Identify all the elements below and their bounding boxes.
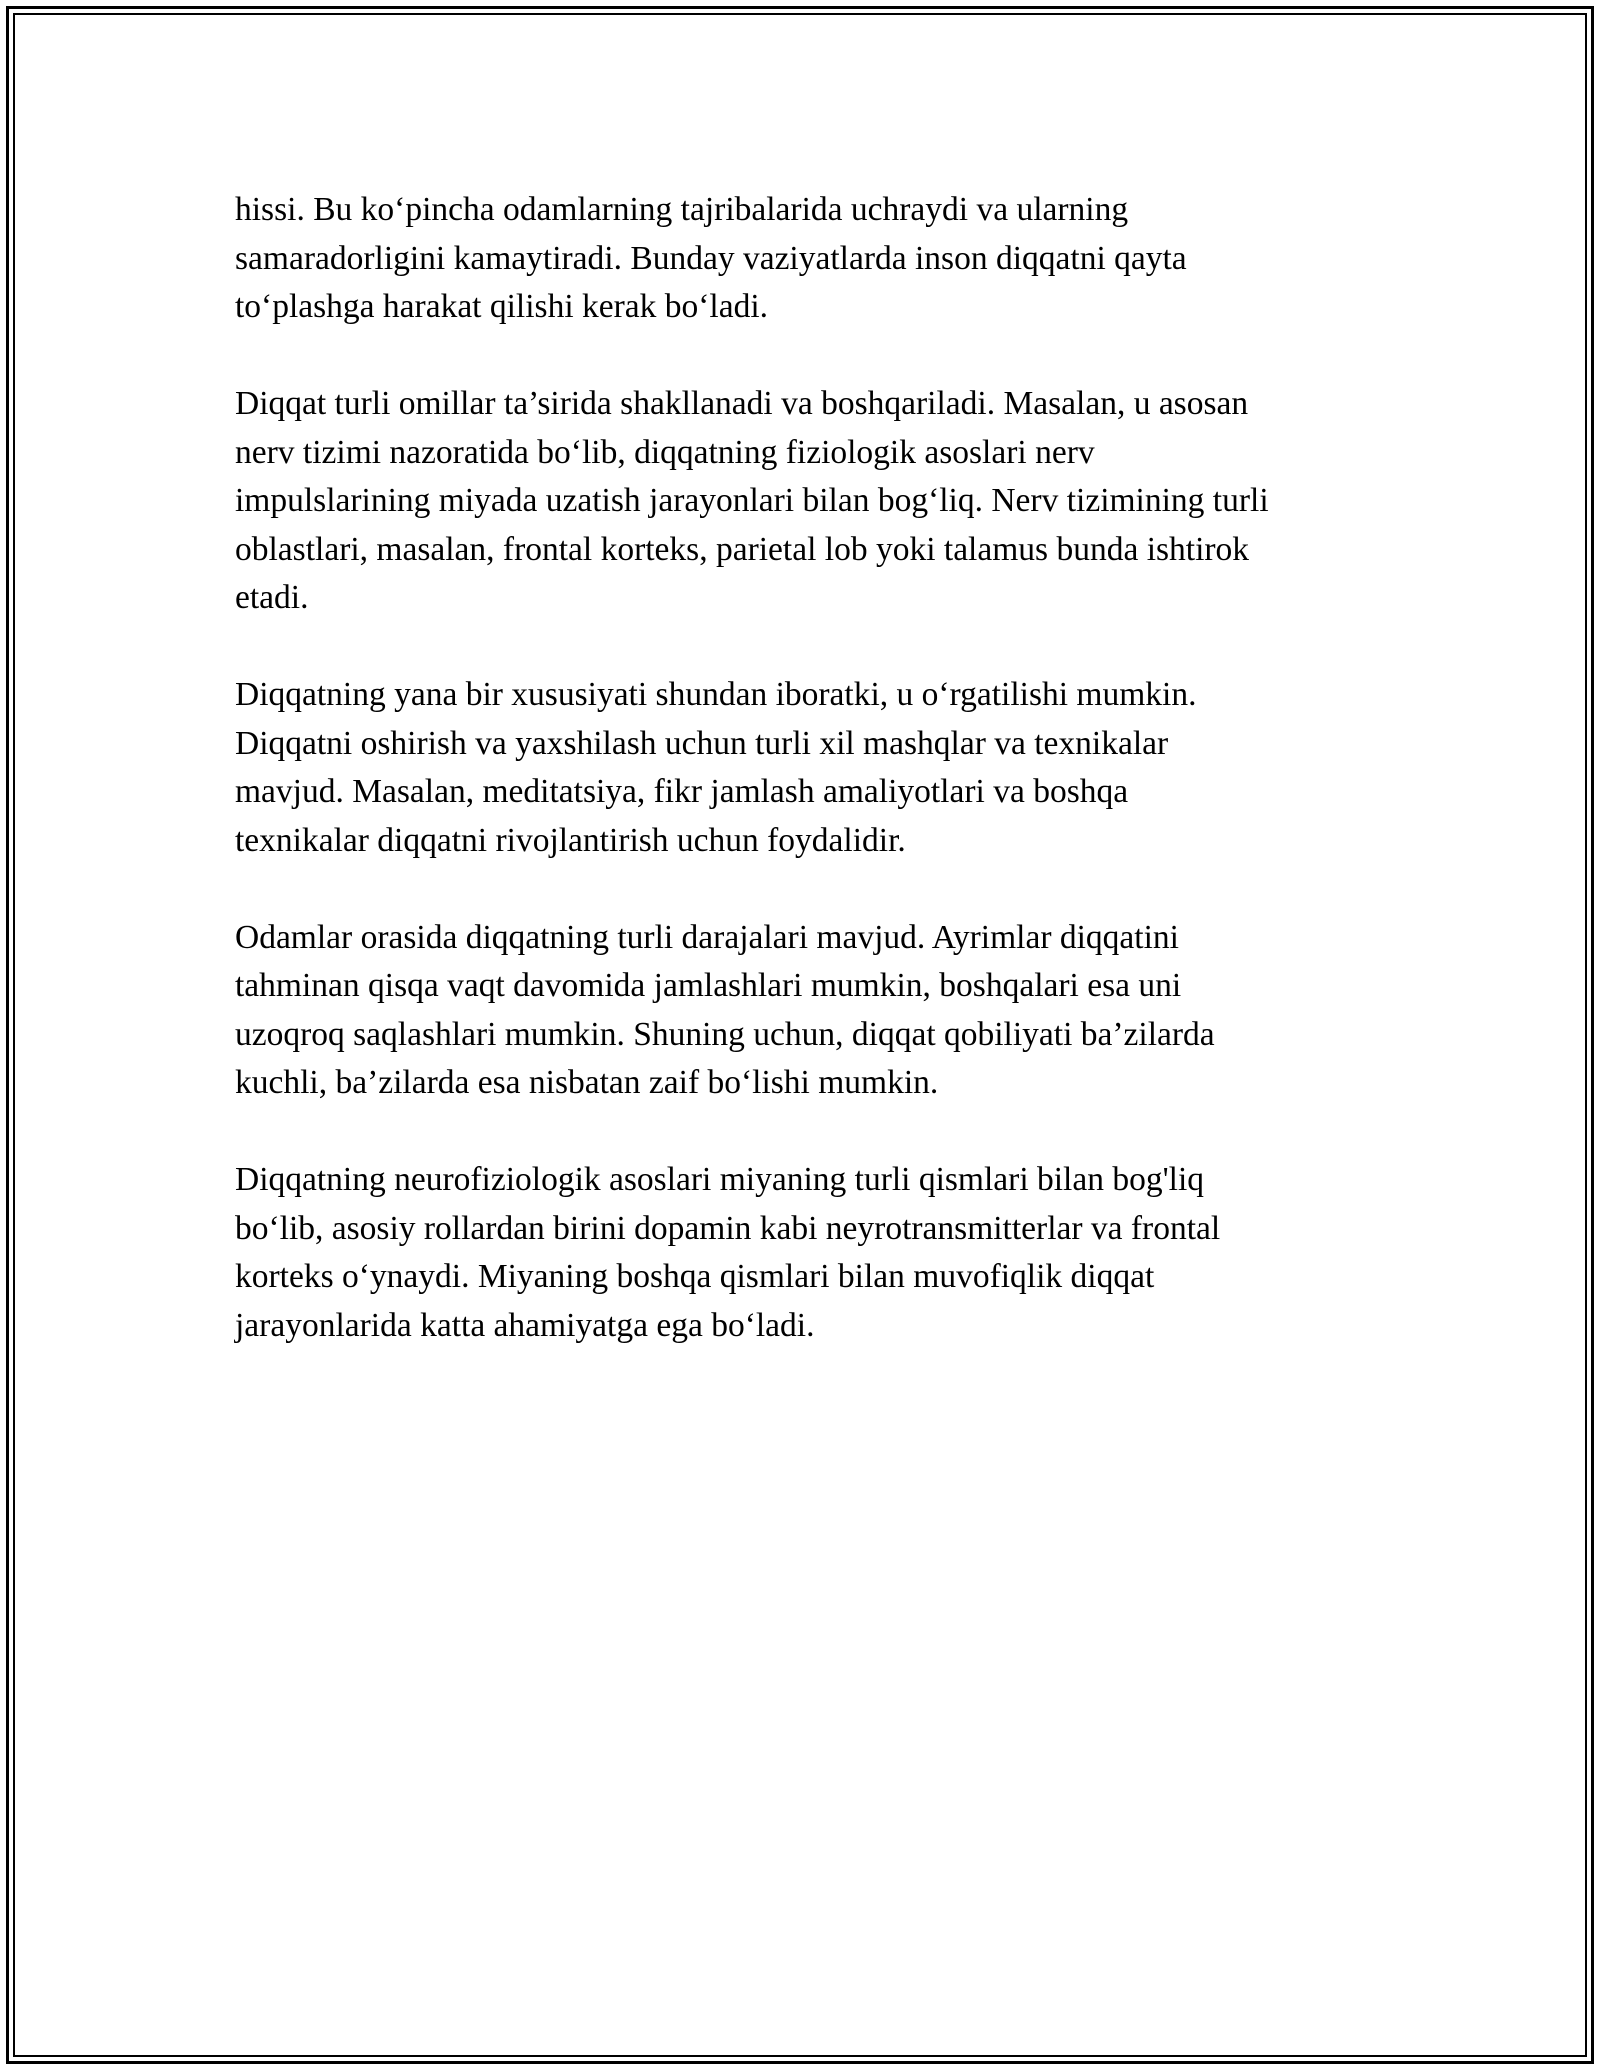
text-line: nerv tizimi nazoratida bo‘lib, diqqatning fiziologik asoslari nerv xyxy=(235,433,1095,471)
paragraph-1 xyxy=(235,186,1385,332)
paragraph-2 xyxy=(235,380,1385,623)
text-line: jarayonlarida katta ahamiyatga ega bo‘ladi. xyxy=(235,1306,815,1344)
text-line: Diqqatni oshirish va yaxshilash uchun turli xil mashqlar va texnikalar xyxy=(235,724,1169,762)
text-line: Diqqatning neurofiziologik asoslari miyaning turli qismlari bilan bog'liq xyxy=(235,1161,1205,1198)
text-line: uzoqroq saqlashlari mumkin. Shuning uchun, diqqat qobiliyati ba’zilarda xyxy=(235,1015,1215,1053)
text-line: Diqqat turli omillar ta’sirida shakllanadi va boshqariladi. Masalan, u asosan xyxy=(235,385,1249,422)
text-line: bo‘lib, asosiy rollardan birini dopamin kabi neyrotransmitterlar va frontal xyxy=(235,1209,1221,1247)
page-body xyxy=(235,186,1385,1399)
text-line: to‘plashga harakat qilishi kerak bo‘ladi. xyxy=(235,288,769,325)
paragraph-5 xyxy=(235,1156,1385,1350)
text-line: impulslarining miyada uzatish jarayonlari bilan bog‘liq. Nerv tizimining turli xyxy=(235,482,1269,519)
paragraph-3 xyxy=(235,671,1385,865)
paragraph-4 xyxy=(235,914,1385,1108)
text-line: texnikalar diqqatni rivojlantirish uchun foydalidir. xyxy=(235,821,906,859)
text-line: samaradorligini kamaytiradi. Bunday vaziyatlarda inson diqqatni qayta xyxy=(235,239,1187,277)
text-line: etadi. xyxy=(235,579,309,616)
text-line: oblastlari, masalan, frontal korteks, parietal lob yoki talamus bunda ishtirok xyxy=(235,530,1250,568)
text-line: Diqqatning yana bir xususiyati shundan iboratki, u o‘rgatilishi mumkin. xyxy=(235,676,1197,713)
text-line: mavjud. Masalan, meditatsiya, fikr jamlash amaliyotlari va boshqa xyxy=(235,773,1129,810)
text-line: hissi. Bu ko‘pincha odamlarning tajribalarida uchraydi va ularning xyxy=(235,191,1129,228)
text-line: korteks o‘ynaydi. Miyaning boshqa qismlari bilan muvofiqlik diqqat xyxy=(235,1258,1155,1295)
text-line: Odamlar orasida diqqatning turli darajalari mavjud. Ayrimlar diqqatini xyxy=(235,918,1179,956)
text-line: kuchli, ba’zilarda esa nisbatan zaif bo‘lishi mumkin. xyxy=(235,1064,939,1101)
text-line: tahminan qisqa vaqt davomida jamlashlari mumkin, boshqalari esa uni xyxy=(235,967,1182,1004)
